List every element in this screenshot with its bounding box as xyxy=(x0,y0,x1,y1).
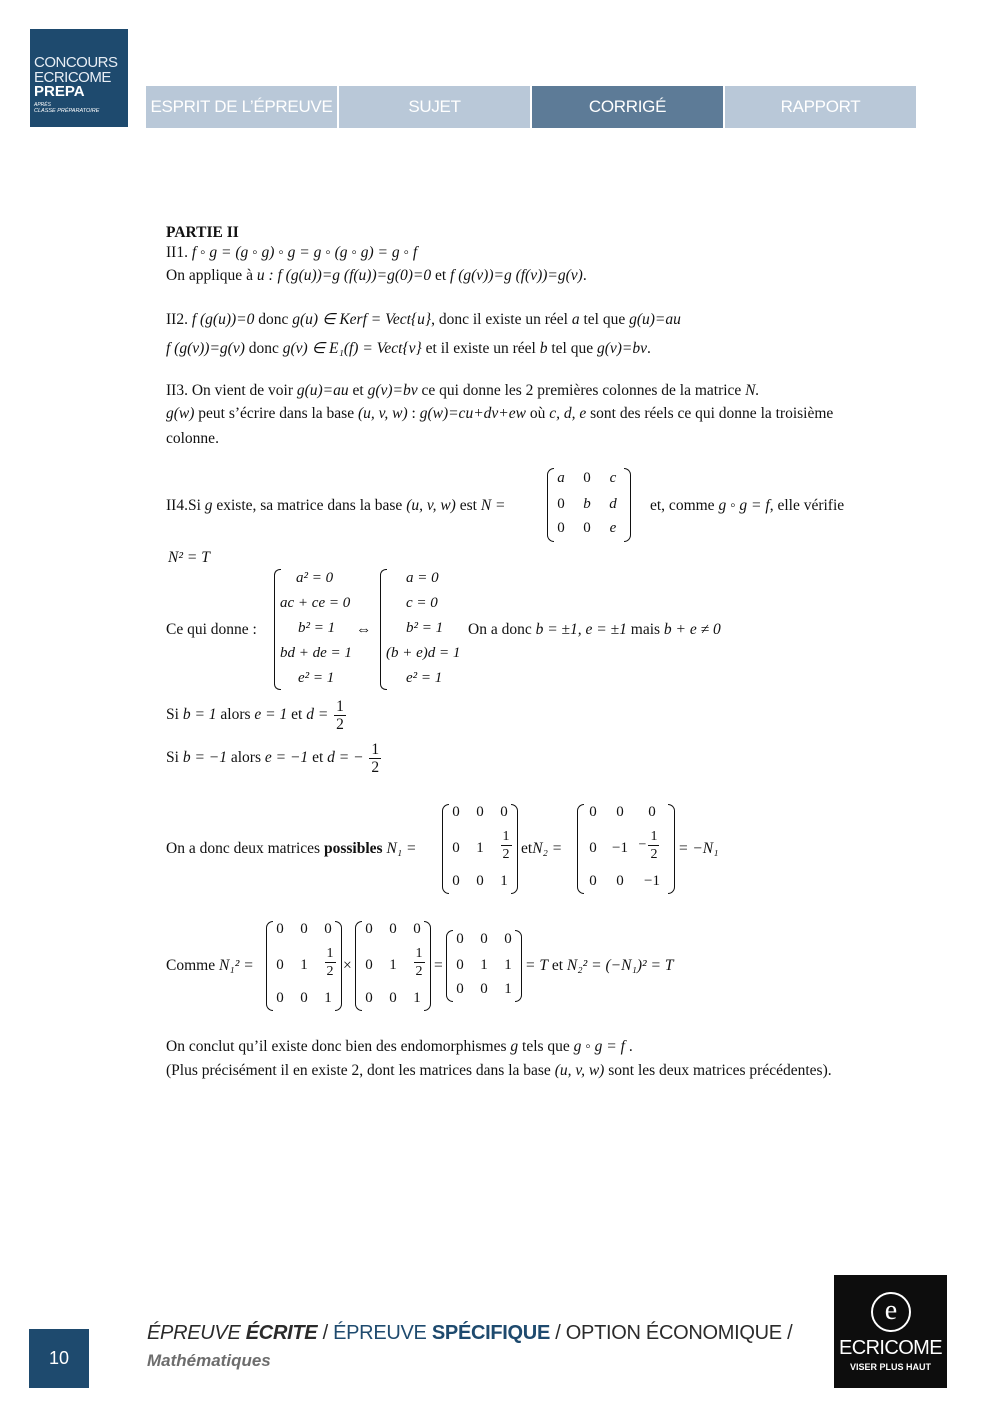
ii3-cde: c, d, e xyxy=(549,405,587,422)
fraction-numerator: 1 xyxy=(336,698,344,715)
b-e-values: b = ±1, e = ±1 xyxy=(535,621,627,638)
brand-name: ECRICOME xyxy=(839,1337,942,1359)
ii1-dot: . xyxy=(582,267,587,284)
case-b-1 xyxy=(166,698,348,733)
ii3-gv: g(v)=bv xyxy=(367,382,418,399)
ii3-line-2 xyxy=(166,405,833,423)
et-N2-label xyxy=(521,840,562,858)
et-matrices: et xyxy=(521,840,533,857)
comme-line xyxy=(166,957,254,975)
footer-specifique: SPÉCIFIQUE xyxy=(431,1322,550,1344)
b-eq-1: b = 1 xyxy=(182,706,217,724)
system-left xyxy=(274,569,364,690)
T-and-N2-squared xyxy=(525,957,673,975)
matrix-cell: 0 xyxy=(300,990,308,1006)
on-a-donc: On a donc xyxy=(468,621,532,638)
system-left-row: bd + de = 1 xyxy=(280,645,352,661)
section-title: PARTIE II xyxy=(166,224,239,241)
conclusion-text: On conclut qu’il existe donc bien des endomorphismes xyxy=(166,1038,507,1055)
b-plus-e: b + e ≠ 0 xyxy=(663,621,721,638)
two-matrices-line xyxy=(166,840,417,858)
ii3-colon: : xyxy=(411,405,416,422)
ii1-formula-v: f (g(v))=g (f(v))=g(v) xyxy=(450,267,583,284)
ii3-text-4: sont des réels ce qui donne la troisième xyxy=(590,405,834,422)
precision-text-1: (Plus précisément il en existe 2, dont les matrices dans la base xyxy=(166,1062,551,1079)
matrix-N2-cell: 0 xyxy=(616,804,624,820)
matrix-N2-cell: 0 xyxy=(648,804,656,820)
footer-ecrite: ÉCRITE xyxy=(245,1322,318,1344)
system-right-row: a = 0 xyxy=(406,570,439,586)
conclusion-formula: g ◦ g = f xyxy=(573,1038,625,1055)
matrix-N1-cell-fraction xyxy=(498,828,514,863)
d-eq-1: d = xyxy=(306,706,329,724)
ii2-gu: g(u)=au xyxy=(629,311,681,328)
equivalence-symbol: ⇔ xyxy=(356,621,372,638)
matrix-T-cell: 0 xyxy=(480,981,488,997)
ii3-gu: g(u)=au xyxy=(296,382,349,399)
matrix-N-cell: 0 xyxy=(583,520,591,536)
ii1-text: On applique à xyxy=(166,267,253,284)
N1-squared-label: N₁² = xyxy=(218,957,254,974)
ii2-line-2 xyxy=(166,339,651,358)
matrix-N-cell: 0 xyxy=(583,470,591,486)
e-eq-minus-1: e = −1 xyxy=(264,749,309,767)
matrix-T-cell: 1 xyxy=(504,981,512,997)
tab-corrige[interactable]: CORRIGÉ xyxy=(532,86,723,128)
precision-text-2: sont les deux matrices précédentes). xyxy=(608,1062,832,1079)
fraction-half xyxy=(369,741,381,776)
ii3-line-3: colonne. xyxy=(166,430,219,447)
ii4-verifie: , elle vérifie xyxy=(769,497,845,514)
ii4-basis: (u, v, w) xyxy=(406,497,456,514)
fraction-denominator: 2 xyxy=(336,716,344,733)
ii2-b: b xyxy=(539,340,548,357)
matrix-cell: 0 xyxy=(365,990,373,1006)
tab-esprit[interactable]: ESPRIT DE L’ÉPREUVE xyxy=(146,86,337,128)
logo-line-3: PREPA xyxy=(34,83,85,100)
equals-T: = T xyxy=(525,957,548,974)
mais: mais xyxy=(630,621,661,638)
tab-rapport[interactable]: RAPPORT xyxy=(725,86,916,128)
matrix-N-cell: c xyxy=(609,470,617,486)
ecricome-brand-logo xyxy=(834,1275,947,1388)
footer-exam-label xyxy=(147,1322,792,1345)
ii3-gw: g(w) xyxy=(166,405,195,422)
fraction-denominator: 2 xyxy=(502,847,510,862)
matrix-cell: 0 xyxy=(413,921,421,937)
minus-N1: = −N₁ xyxy=(678,840,719,857)
fraction-numerator: 1 xyxy=(415,946,423,961)
case-b-minus-1 xyxy=(166,741,383,776)
ii2-text-1: , donc il existe un réel xyxy=(431,311,568,328)
ii2-line-1 xyxy=(166,310,681,329)
alors-2: alors xyxy=(230,749,261,767)
e-eq-1: e = 1 xyxy=(254,706,288,724)
matrix-N2-cell: −1 xyxy=(612,840,628,856)
deux-matrices-text: On a donc deux matrices xyxy=(166,840,321,857)
et-3: et xyxy=(551,957,564,974)
matrix-cell: 0 xyxy=(389,990,397,1006)
matrix-N-cell: 0 xyxy=(557,496,565,512)
matrix-N xyxy=(547,468,631,542)
matrix-cell: 0 xyxy=(324,921,332,937)
footer-sep-1: / xyxy=(317,1322,334,1344)
ii2-kernel: g(u) ∈ Kerf = Vect{u} xyxy=(292,311,432,328)
ii3-et: et xyxy=(352,382,364,399)
ii2-telque-1: tel que xyxy=(583,311,626,328)
matrix-N1-cell: 1 xyxy=(500,873,508,889)
N2-label: N₂ = xyxy=(532,840,563,857)
ii4-line-end xyxy=(650,497,844,515)
matrix-cell: 0 xyxy=(389,921,397,937)
ii4-N-label: N = xyxy=(480,497,506,514)
matrix-N1-cell: 0 xyxy=(476,804,484,820)
conclusion-telsque: tels que xyxy=(522,1038,570,1055)
ii4-g: g xyxy=(204,497,213,514)
matrix-cell: 0 xyxy=(300,921,308,937)
matrix-N-cell: 0 xyxy=(557,520,565,536)
fraction-denominator: 2 xyxy=(371,759,380,776)
page-number: 10 xyxy=(29,1329,89,1388)
matrix-N1 xyxy=(442,804,518,894)
fraction-half xyxy=(334,698,346,733)
possibles: possibles xyxy=(323,840,383,857)
ii2-eigenspace: g(v) ∈ E₁(f) = Vect{v} xyxy=(282,340,422,357)
alors-1: alors xyxy=(220,706,251,724)
section-tabs xyxy=(146,86,918,128)
brand-slogan: VISER PLUS HAUT xyxy=(849,1362,931,1372)
ii3-basis: (u, v, w) xyxy=(357,405,408,422)
system-right-row: b² = 1 xyxy=(406,620,444,636)
matrix-N1-cell: 0 xyxy=(452,804,460,820)
et-1: et xyxy=(291,706,303,724)
fraction-denominator: 2 xyxy=(650,847,658,862)
ii2-gv: g(v)=bv xyxy=(596,340,647,357)
ii3-text-1: II3. On vient de voir xyxy=(166,382,293,399)
matrix-T-cell: 0 xyxy=(456,981,464,997)
footer-epreuve: ÉPREUVE xyxy=(147,1322,241,1344)
et-2: et xyxy=(312,749,324,767)
b-eq-minus-1: b = −1 xyxy=(182,749,227,767)
times-symbol: × xyxy=(343,957,352,974)
matrix-cell-fraction xyxy=(411,945,427,980)
matrix-N2 xyxy=(577,804,675,894)
footer-option: OPTION ÉCONOMIQUE xyxy=(565,1322,782,1344)
matrix-N2-cell: 0 xyxy=(589,840,597,856)
ecricome-e-icon: e xyxy=(871,1292,911,1332)
ii4-comme: et, comme xyxy=(650,497,715,514)
ii2-donc-2: donc xyxy=(248,340,279,357)
footer-sep-3: / xyxy=(781,1322,793,1344)
ii3-text-3: peut s’écrire dans la base xyxy=(198,405,355,422)
ii1-and: et xyxy=(434,267,447,284)
ii1-label: II1. xyxy=(166,244,188,261)
matrix-N1-cell: 0 xyxy=(476,873,484,889)
footer-sep-2: / xyxy=(550,1322,566,1344)
system-left-brace xyxy=(274,569,281,690)
ii1-line xyxy=(166,244,417,262)
ii1-apply-line xyxy=(166,267,587,285)
matrix-T-cell: 0 xyxy=(456,931,464,947)
fraction-numerator: 1 xyxy=(326,946,334,961)
ii1-formula-u: u : f (g(u))=g (f(u))=g(0)=0 xyxy=(256,267,432,284)
ii2-telque-2: tel que xyxy=(551,340,594,357)
conclusion-dot: . xyxy=(628,1038,633,1055)
ii4-gg-f: g ◦ g = f xyxy=(718,497,770,514)
ii2-dot: . xyxy=(647,340,651,357)
ii4-label: II4.Si xyxy=(166,497,201,514)
fraction-half xyxy=(648,828,659,863)
system-right-row: (b + e)d = 1 xyxy=(386,645,461,661)
matrix-N-cell: b xyxy=(583,496,591,512)
matrix-cell: 1 xyxy=(413,990,421,1006)
d-eq-minus: d = − xyxy=(327,749,364,767)
matrix-N2-right-paren xyxy=(668,804,675,894)
matrix-N1-cell: 0 xyxy=(500,804,508,820)
matrix-N2-cell: 0 xyxy=(616,873,624,889)
matrix-N2-cell: 0 xyxy=(589,873,597,889)
matrix-cell-fraction xyxy=(322,945,338,980)
ii4-est: est xyxy=(459,497,477,514)
matrix-T-cell: 1 xyxy=(480,957,488,973)
N1-label: N₁ = xyxy=(386,840,417,857)
ii3-gw-expr: g(w)=cu+dv+ew xyxy=(419,405,526,422)
fraction-numerator: 1 xyxy=(502,829,510,844)
ii1-formula: f ◦ g = (g ◦ g) ◦ g = g ◦ (g ◦ g) = g ◦ f xyxy=(191,244,418,261)
ii2-formula-2: f (g(v))=g(v) xyxy=(166,340,245,357)
logo-line-1: CONCOURS xyxy=(34,54,118,71)
system-right xyxy=(380,569,470,690)
matrix-N2-cell-fraction xyxy=(635,828,665,863)
N2-squared: N₂² = (−N₁)² = T xyxy=(566,957,674,974)
ii3-line-1 xyxy=(166,382,759,400)
system-right-brace xyxy=(380,569,387,690)
matrix-N1-factor-1 xyxy=(266,921,342,1011)
n-squared-equals-t: N² = T xyxy=(168,549,210,566)
system-left-row: ac + ce = 0 xyxy=(280,595,351,611)
matrix-cell: 1 xyxy=(324,990,332,1006)
matrix-T xyxy=(446,930,522,1002)
matrix-N1-cell: 0 xyxy=(452,873,460,889)
logo-line-5: CLASSE PRÉPARATOIRE xyxy=(34,108,100,114)
footer-epreuve-2: ÉPREUVE xyxy=(333,1322,427,1344)
matrix-N1-factor-2 xyxy=(355,921,431,1011)
matrix-N-cell: e xyxy=(609,520,617,536)
fraction-denominator: 2 xyxy=(326,964,334,979)
matrix-T-cell: 1 xyxy=(504,957,512,973)
logo-line-2: ECRICOME xyxy=(34,69,111,86)
matrix-N1-cell: 1 xyxy=(476,840,484,856)
ii3-ou: où xyxy=(529,405,546,422)
minus-sign: − xyxy=(638,837,647,853)
equals-symbol: = xyxy=(434,957,443,974)
conclusion-g: g xyxy=(510,1038,519,1055)
si-2: Si xyxy=(166,749,179,767)
system-left-row: a² = 0 xyxy=(296,570,334,586)
matrix-N-cell: d xyxy=(609,496,617,512)
matrix-T-cell: 0 xyxy=(480,931,488,947)
matrix-N-cell: a xyxy=(557,470,565,486)
system-left-row: e² = 1 xyxy=(298,670,335,686)
fraction-numerator: 1 xyxy=(371,741,380,758)
matrix-N1-cell: 0 xyxy=(452,840,460,856)
matrix-cell: 1 xyxy=(389,957,397,973)
fraction-denominator: 2 xyxy=(415,964,423,979)
matrix-T-cell: 0 xyxy=(456,957,464,973)
logo-line-4: APRÈS xyxy=(34,102,51,108)
ii3-text-2: ce qui donne les 2 premières colonnes de la matrice xyxy=(421,382,742,399)
matrix-N2-cell: −1 xyxy=(644,873,660,889)
conclusion-line xyxy=(166,1038,633,1056)
matrix-cell: 0 xyxy=(276,957,284,973)
matrix-cell: 1 xyxy=(300,957,308,973)
matrix-cell: 0 xyxy=(365,957,373,973)
fraction-numerator: 1 xyxy=(650,829,658,844)
ii4-text-1: existe, sa matrice dans la base xyxy=(216,497,403,514)
matrix-T-cell: 0 xyxy=(504,931,512,947)
tab-sujet[interactable]: SUJET xyxy=(339,86,530,128)
si-1: Si xyxy=(166,706,179,724)
ii2-text-2: et il existe un réel xyxy=(425,340,536,357)
ii3-N: N. xyxy=(745,382,760,399)
matrix-cell: 0 xyxy=(276,921,284,937)
ii2-a: a xyxy=(571,311,580,328)
ecricome-prepa-logo xyxy=(30,29,128,127)
matrix-cell: 0 xyxy=(276,990,284,1006)
ii2-formula-1: f (g(u))=0 xyxy=(191,311,255,328)
system-left-row: b² = 1 xyxy=(298,620,336,636)
ii2-donc: donc xyxy=(258,311,289,328)
footer-subject: Mathématiques xyxy=(147,1351,271,1370)
precision-basis: (u, v, w) xyxy=(554,1062,605,1079)
ii4-line xyxy=(166,497,506,515)
comme: Comme xyxy=(166,957,216,974)
system-right-row: c = 0 xyxy=(406,595,438,611)
matrix-N2-cell: 0 xyxy=(589,804,597,820)
ii2-label: II2. xyxy=(166,311,188,328)
ce-qui-donne: Ce qui donne : xyxy=(166,621,257,638)
matrix-cell: 0 xyxy=(365,921,373,937)
system-right-row: e² = 1 xyxy=(406,670,443,686)
conclusion-bvalues xyxy=(468,621,721,639)
precision-line xyxy=(166,1062,832,1080)
